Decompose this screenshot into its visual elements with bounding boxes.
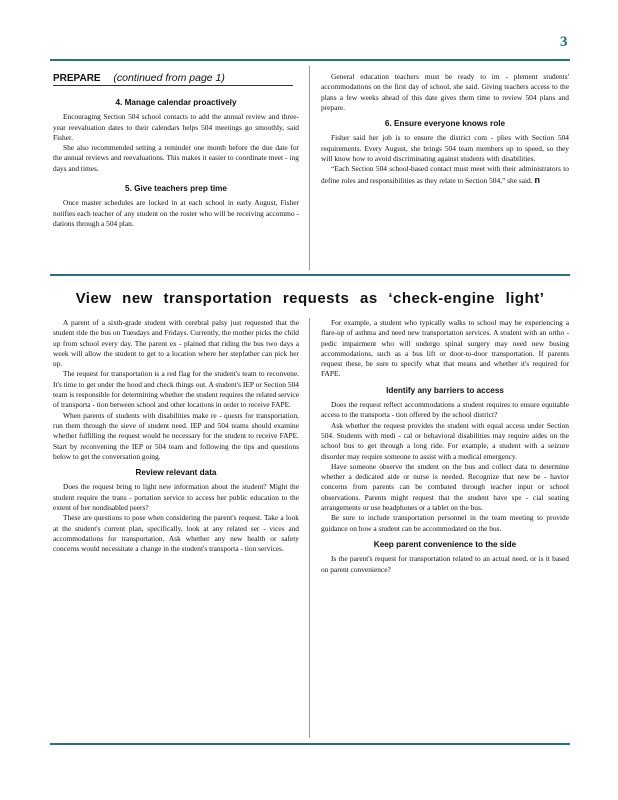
- page-number: 3: [560, 34, 568, 50]
- column-divider: [309, 66, 310, 270]
- paragraph: The request for transportation is a red flag for the student's team to reconvene. It's time to get under the hood and check things out. A student's IEP or Section 504 team is responsible for determining whether the student requires the related service of transporta - tion between school and other locations in order to receive FAPE.: [53, 369, 299, 410]
- bottom-divider: [50, 743, 570, 745]
- paragraph: She also recommended setting a reminder one month before the due date for the annual reviews and reevaluations. This makes it easier to coordinate meet - ing days and times.: [53, 143, 299, 173]
- article-headline: View new transportation requests as ‘check-engine light’: [75, 290, 545, 307]
- subhead-review-data: Review relevant data: [135, 468, 217, 478]
- paragraph: Fisher said her job is to ensure the district com - plies with Section 504 requirements. Every August, she brings 504 team members up to speed, so they will know how to avoid discriminating against students with disabilities.: [321, 133, 569, 164]
- subhead-parent-convenience: Keep parent convenience to the side: [373, 539, 517, 549]
- paragraph: General education teachers must be ready to im - plement students' accommodations on the first day of school, she said. Giving teachers access to the plans a few weeks ahead of this date gives them time to review 504 plans and prepare.: [321, 72, 569, 112]
- paragraph: When parents of students with disabilities make re - quests for transportation, run them through the sieve of student need. IEP and 504 teams should examine whether fulfilling the request would be necessary for the student to receive FAPE. Start by reconvening the IEP or 504 team and following the tips and questions below to get the conversation going.: [53, 410, 299, 461]
- paragraph: Is the parent's request for transportation related to an actual need, or is it based on parent convenience?: [321, 554, 569, 574]
- subhead-identify-barriers: Identify any barriers to access: [386, 385, 504, 395]
- prepare-underline: [53, 85, 293, 86]
- article-right-column: [321, 318, 569, 575]
- column-divider: [309, 318, 310, 738]
- subhead-ensure-everyone: 6. Ensure everyone knows role: [384, 119, 506, 129]
- article-left-column: [53, 318, 299, 555]
- prepare-header: [53, 72, 293, 84]
- paragraph: Does the request bring to light new information about the student? Might the student require the trans - portation service to access her public education to the extent of her nondisabled peers?: [53, 482, 299, 513]
- paragraph: Encouraging Section 504 school contacts to add the annual review and three-year reevaluation dates to their calendars helps 504 meetings go smoothly, said Fisher.: [53, 112, 299, 142]
- paragraph: Be sure to include transportation personnel in the team meeting to provide guidance on how a student can be accommodated on the bus.: [321, 513, 569, 533]
- top-divider: [50, 59, 570, 61]
- top-left-column: [53, 92, 299, 229]
- paragraph: Have someone observe the student on the bus and collect data to determine whether a dedicated aide or nurse is needed. Recognize that new be - havior concerns from parents can be combated through teacher input or school observations. Parents might request that the student have spe - cial seating arrangements or use headphones or a tablet on the bus.: [321, 461, 569, 513]
- quote-text: “Each Section 504 school-based contact must meet with their administrators to define roles and responsibilities as they relate to Section 504,” she said.: [321, 164, 569, 185]
- paragraph: Does the request reflect accommodations a student requires to ensure equitable access to the transporta - tion offered by the school district?: [321, 400, 569, 420]
- paragraph: [321, 164, 569, 186]
- continued-label: (continued from page 1): [113, 72, 225, 84]
- middle-divider: [50, 274, 570, 276]
- end-mark: n: [534, 174, 540, 185]
- paragraph: Ask whether the request provides the student with equal access under Section 504. Students with medi - cal or behavioral disabilities may require aides on the school bus to get through a long ride. For example, a student with a seizure disorder may require someone to assist with a medical emergency.: [321, 420, 569, 461]
- section-label: PREPARE: [53, 73, 101, 84]
- subhead-give-teachers: 5. Give teachers prep time: [125, 184, 227, 194]
- paragraph: Once master schedules are locked in at each school in early August, Fisher notifies each teacher of any student on the roster who will be receiving accommo - dations through a 504 plan.: [53, 198, 299, 228]
- top-right-column: [321, 72, 569, 186]
- paragraph: For example, a student who typically walks to school may be experiencing a flare-up of asthma and need new transportation services. A student with an ortho - pedic impairment who will undergo spinal surgery may need new busing accommodations, such as a bus lift or door-to-door transportation. If parents request these, be sure to specify what that means and whether it's required for FAPE.: [321, 318, 569, 379]
- paragraph: These are questions to pose when considering the parent's request. Take a look at the student's current plan, specifically, look at any related ser - vices and accommodations for transportation. Ask whether any new health or safety concerns would necessitate a change in the student's transporta - tion services.: [53, 513, 299, 554]
- paragraph: A parent of a sixth-grade student with cerebral palsy just requested that the student ride the bus on Tuesdays and Fridays. Currently, the mother picks the child up from school every day. The parent ex - plained that riding the bus two days a week will allow the student to get to a location where her stepfather can pick her up.: [53, 318, 299, 369]
- subhead-manage-calendar: 4. Manage calendar proactively: [115, 98, 237, 107]
